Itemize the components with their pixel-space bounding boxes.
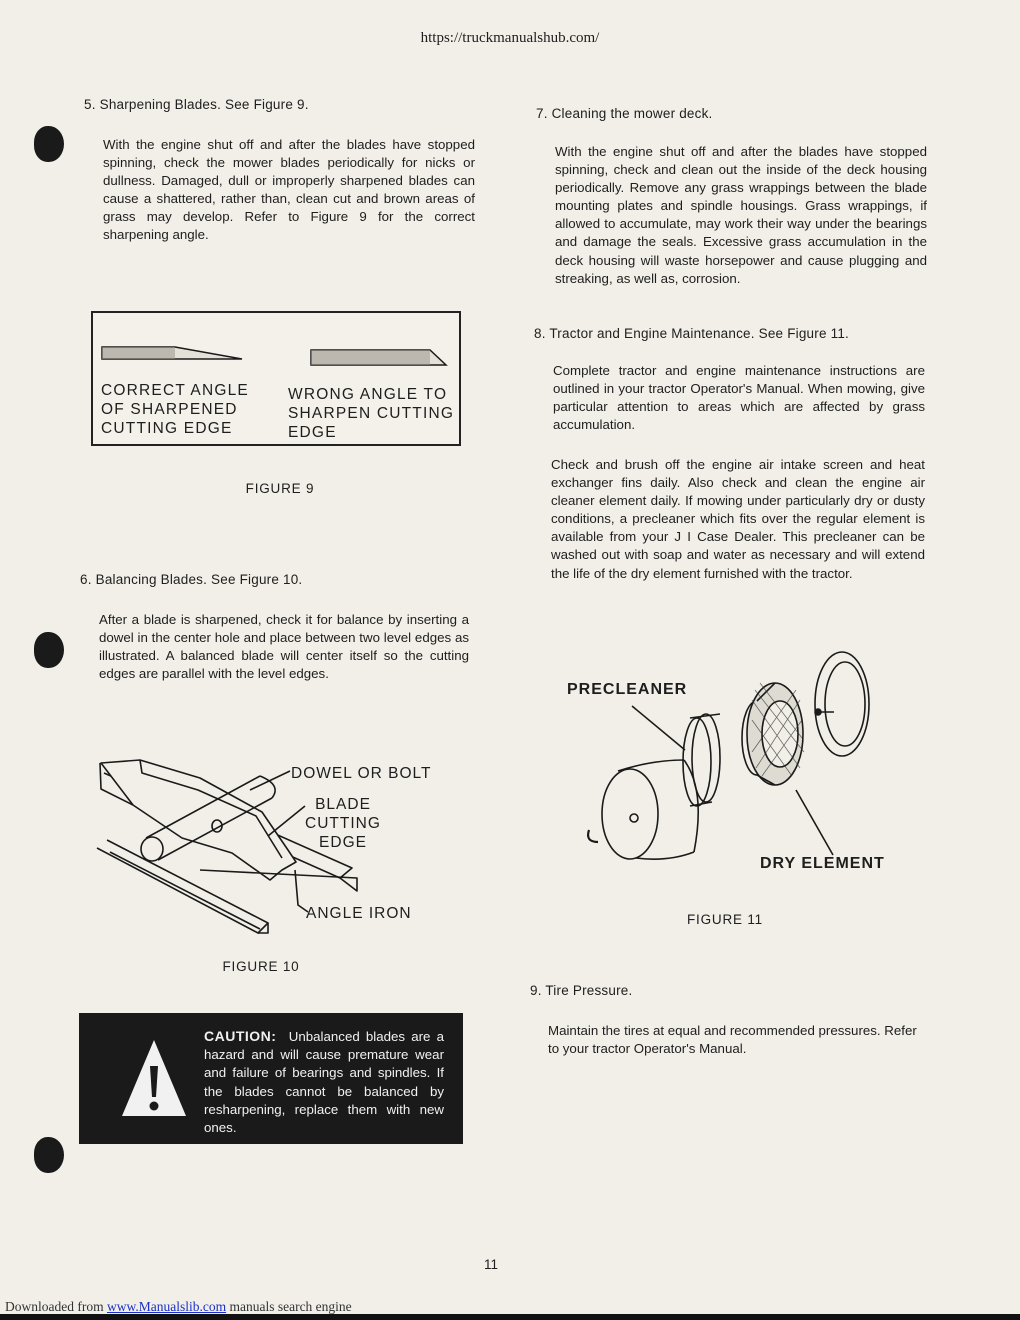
- section-5-body: With the engine shut off and after the blades have stopped spinning, check the mower blades periodically for nicks or dullness. Damaged, dull or improperly sharpened blades can cause a shattered, rather than, clean cut and brown areas of grass may develop. Refer to Figure 9 for the correct sharpening angle.: [103, 137, 475, 243]
- figure-10-caption: FIGURE 10: [222, 959, 300, 974]
- binder-hole-middle: [34, 632, 64, 668]
- caution-body: Unbalanced blades are a hazard and will cause premature wear and failure of bearings and spindles. If the blades cannot be balanced by resharpening, replace them with new ones.: [204, 1029, 445, 1136]
- dry-element-label: DRY ELEMENT: [760, 855, 885, 872]
- caution-text: [204, 1027, 444, 1137]
- blade-cutting-edge-label: BLADE CUTTING EDGE: [305, 796, 381, 851]
- figure-9-wrong-label: WRONG ANGLE TO SHARPEN CUTTING EDGE: [288, 386, 455, 441]
- footer-suffix: manuals search engine: [229, 1299, 352, 1314]
- page-number: 11: [484, 1257, 499, 1272]
- section-6-heading: 6. Balancing Blades. See Figure 10.: [80, 572, 303, 587]
- section-5-heading: 5. Sharpening Blades. See Figure 9.: [84, 97, 309, 112]
- figure-9-caption: FIGURE 9: [245, 481, 315, 496]
- manualslib-link[interactable]: www.Manualslib.com: [106, 1299, 227, 1314]
- bottom-scan-edge: [0, 1314, 1020, 1320]
- figure-11-caption: FIGURE 11: [687, 912, 763, 927]
- binder-hole-bottom: [34, 1137, 64, 1173]
- header-url[interactable]: https://truckmanualshub.com/: [420, 30, 600, 46]
- precleaner-label: PRECLEANER: [567, 681, 688, 698]
- angle-iron-label: ANGLE IRON: [306, 905, 412, 922]
- section-9-heading: 9. Tire Pressure.: [530, 983, 633, 998]
- section-6-body: After a blade is sharpened, check it for balance by inserting a dowel in the center hole and place between two level edges as illustrated. A balanced blade will center itself so the cutting edges are parallel with the level edges.: [99, 612, 469, 682]
- figure-9-correct-label: CORRECT ANGLE OF SHARPENED CUTTING EDGE: [101, 382, 249, 437]
- section-8-heading: 8. Tractor and Engine Maintenance. See Figure 11.: [534, 326, 849, 341]
- section-7-body: With the engine shut off and after the blades have stopped spinning, check and clean out the inside of the deck housing periodically. Remove any grass wrappings between the blade mounting plates and spindle housings. Grass wrappings, if allowed to accumulate, may work their way under the bearings and damage the seals. Excessive grass accumulation in the deck housing will waste horsepower and cause plugging and streaking, as well as, corrosion.: [555, 144, 927, 286]
- footer: [5, 1299, 352, 1315]
- section-7-heading: 7. Cleaning the mower deck.: [536, 106, 713, 121]
- section-9-body: Maintain the tires at equal and recommended pressures. Refer to your tractor Operator's Manual.: [548, 1023, 917, 1057]
- caution-title: CAUTION:: [204, 1028, 277, 1044]
- figure-11-illustration: [0, 0, 1, 1]
- section-8-body-2: Check and brush off the engine air intake screen and heat exchanger fins daily. Also check and clean the engine air cleaner element daily. If mowing under particularly dry or dusty conditions, a precleaner which fits over the regular element is available from your J I Case Dealer. This precleaner can be washed out with soap and water as necessary and will extend the life of the dry element furnished with the tractor.: [551, 457, 925, 581]
- footer-prefix: Downloaded from: [5, 1299, 104, 1314]
- section-8-body-1: Complete tractor and engine maintenance instructions are outlined in your tractor Operator's Manual. When mowing, give particular attention to areas which are affected by grass accumulation.: [553, 363, 925, 433]
- dowel-or-bolt-label: DOWEL OR BOLT: [291, 765, 432, 782]
- binder-hole-top: [34, 126, 64, 162]
